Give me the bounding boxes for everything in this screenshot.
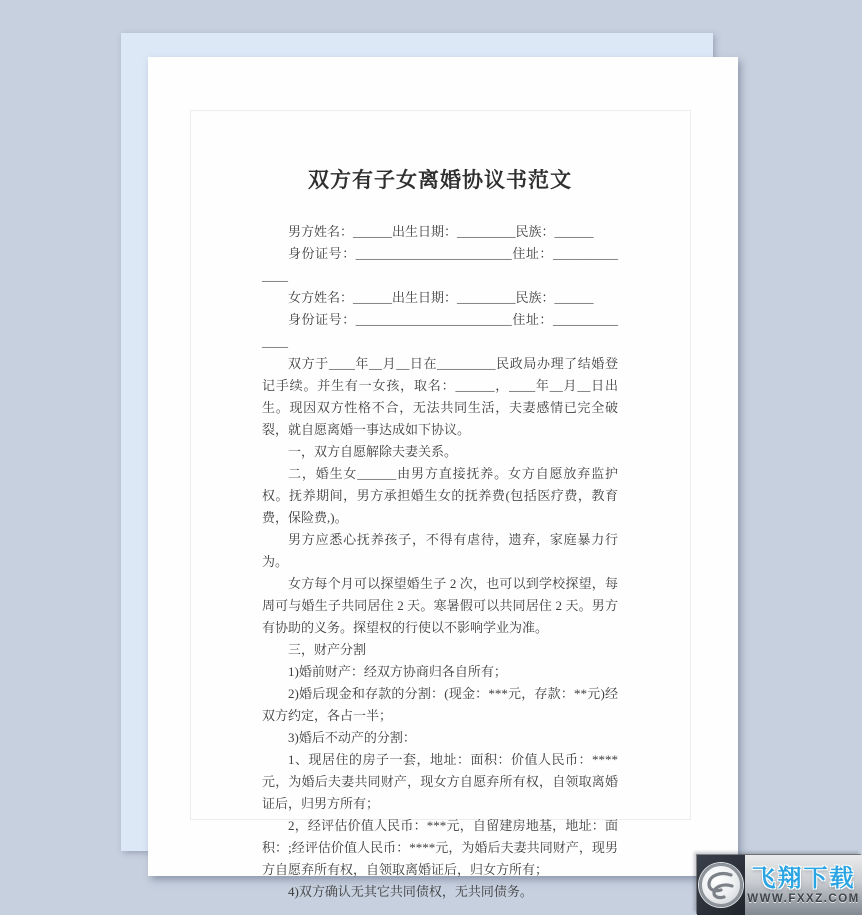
form-line-wife-id: 身份证号：________________________住址：______________: [262, 312, 618, 349]
paragraph: 一，双方自愿解除夫妻关系。: [288, 444, 458, 459]
paragraph: 三，财产分割: [288, 642, 367, 657]
paragraph: 1、现居住的房子一套，地址：面积：价值人民币：****元，为婚后夫妻共同财产，现女方自愿弃所有权，自领取离婚证后，归男方所有；: [262, 752, 618, 811]
paragraph: 女方每个月可以探望婚生子 2 次，也可以到学校探望，每周可与婚生子共同居住 2 天。寒暑假可以共同居住 2 天。男方有协助的义务。探望权的行使以不影响学业为准。: [262, 576, 618, 635]
fxxz-watermark-badge: [697, 855, 862, 915]
paragraph: 3)婚后不动产的分割：: [288, 730, 416, 745]
paragraph: 二，婚生女______由男方直接抚养。女方自愿放弃监护权。抚养期间，男方承担婚生女的抚养费(包括医疗费，教育费，保险费,)。: [262, 466, 618, 525]
site-name: 飞翔下载: [751, 865, 856, 892]
form-line-husband-name: 男方姓名：______出生日期：_________民族：______: [288, 224, 594, 239]
document-body: [262, 166, 618, 903]
paragraph: 4)双方确认无其它共同债权，无共同债务。: [288, 884, 533, 899]
form-line-wife-name: 女方姓名：______出生日期：_________民族：______: [288, 290, 594, 305]
paragraph: 1)婚前财产：经双方协商归各自所有；: [288, 664, 507, 679]
logo-box: [697, 855, 745, 915]
badge-text: [745, 864, 862, 906]
logo-circle: [699, 863, 743, 907]
document-page: [148, 57, 738, 899]
paragraph: 男方应悉心抚养孩子，不得有虐待，遗弃，家庭暴力行为。: [262, 532, 618, 569]
document-title: 双方有子女离婚协议书范文: [308, 168, 572, 192]
form-line-husband-id: 身份证号：________________________住址：______________: [262, 246, 618, 283]
site-url: WWW.FXXZ.COM: [747, 893, 860, 905]
paragraph: 2，经评估价值人民币：***元，自留建房地基，地址：面积：;经评估价值人民币：****元，为婚后夫妻共同财产，现男方自愿弃所有权，自领取离婚证后，归女方所有；: [262, 818, 618, 877]
paragraph: 2)婚后现金和存款的分割：(现金：***元，存款：**元)经双方约定，各占一半；: [262, 686, 618, 723]
paragraph: 双方于____年__月__日在_________民政局办理了结婚登记手续。并生有一女孩，取名：______，____年__月__日出生。现因双方性格不合，无法共同生活，夫妻感情已完全破裂，就自愿离婚一事达成如下协议。: [262, 356, 618, 437]
flying-bird-icon: [704, 868, 738, 902]
